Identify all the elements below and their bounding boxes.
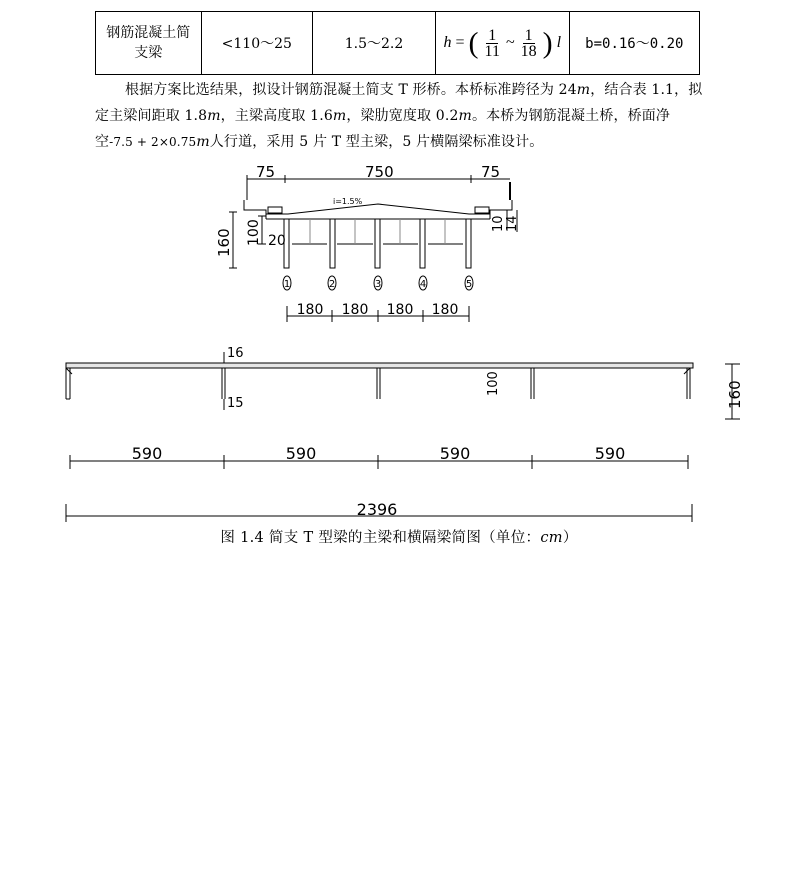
total-length-dim: 2396 [356, 500, 398, 519]
elevation-labels [132, 346, 744, 519]
span-dim-3: 590 [439, 444, 471, 463]
type-cell: 钢筋混凝土简支梁 [96, 12, 202, 75]
dim-14-right: 14 [505, 215, 520, 232]
dim-10-right: 10 [491, 215, 506, 232]
spacing-4: 180 [431, 302, 459, 318]
span-dim-2: 590 [285, 444, 317, 463]
diaphragm-thickness-label: 15 [227, 396, 244, 411]
span-dim-4: 590 [594, 444, 626, 463]
beam-label-2: 2 [328, 279, 336, 290]
fraction-1-18: $\frac{1}{18}$ [520, 26, 537, 60]
ratio-cell: 1.5～2.2 [313, 12, 436, 75]
span-cell: <110～25 [201, 12, 312, 75]
dim-75-left: 75 [256, 163, 276, 181]
spacing-2: 180 [341, 302, 369, 318]
height-formula: h = ( $\frac{1}{11}$ ~ $\frac{1}{18}$ ) l [443, 26, 562, 60]
flange-thickness-label: 16 [227, 346, 244, 361]
figure-caption: 图 1.4 简支 T 型梁的主梁和横隔梁简图（单位：cm） [220, 530, 578, 546]
spacing-3: 180 [386, 302, 414, 318]
body-paragraph: 根据方案比选结果，拟设计钢筋混凝土简支 T 形桥。本桥标准跨径为 24m，结合表 1.1，拟定主梁间距取 1.8m，主梁高度取 1.6m，梁肋宽度取 0.2m。本桥为钢筋混凝土桥，桥面净空-7.5 + 2×0.75m人行道，采用 5 片 T 型主梁，5 片横隔梁标准设计。 [95, 82, 703, 150]
fraction-1-11: $\frac{1}{11}$ [484, 26, 500, 60]
dim-75-right: 75 [481, 163, 501, 181]
beam-label-3: 3 [374, 279, 382, 290]
dim-750: 750 [365, 163, 394, 181]
cross-section-labels [215, 163, 520, 318]
beam-label-5: 5 [465, 279, 473, 290]
rib-width-label: 20 [268, 233, 286, 249]
diaphragm-height-label: 100 [486, 371, 501, 396]
span-dim-1: 590 [131, 444, 163, 463]
dim-100-web: 100 [246, 219, 262, 246]
width-cell: b=0.16～0.20 [569, 12, 699, 75]
slope-label: i=1.5% [333, 197, 363, 206]
elevation-drawing [66, 352, 740, 522]
dim-160-left: 160 [215, 228, 233, 257]
beam-label-4: 4 [419, 279, 427, 290]
beam-label-1: 1 [283, 279, 291, 290]
spacing-1: 180 [296, 302, 324, 318]
girder-height-label: 160 [726, 380, 744, 409]
